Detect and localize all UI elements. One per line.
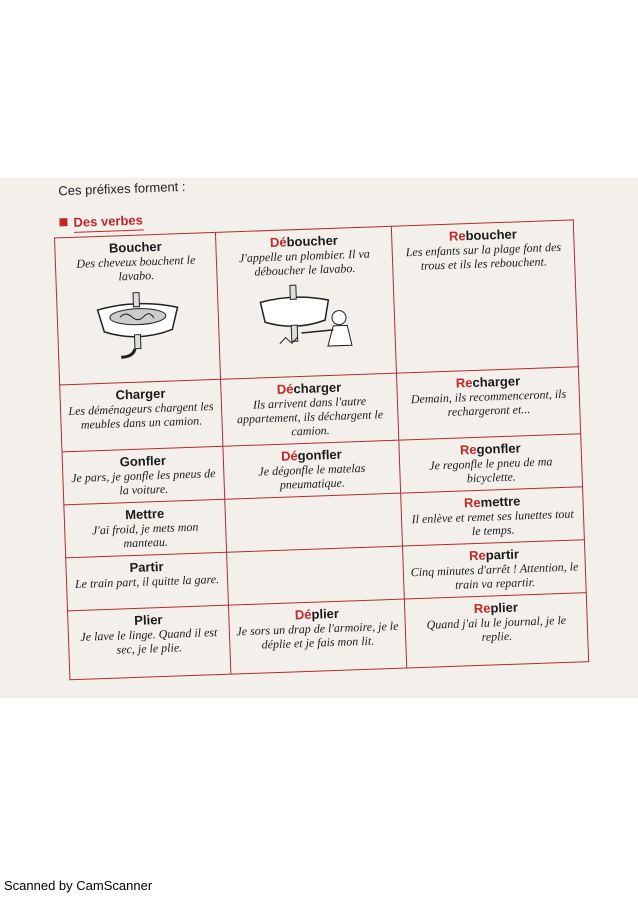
example-sentence: Je dégonfle le matelas pneumatique. [258,460,366,492]
verb-root: plier [311,605,340,622]
verb-label: Partir [129,558,164,576]
example-sentence: Demain, ils recommenceront, ils rechargeront et... [410,386,567,419]
prefix-re: Re [459,441,477,458]
table-cell-base [55,232,221,385]
prefix-de: Dé [294,606,312,623]
prefix-re: Re [455,375,473,391]
example-sentence: Il enlève et remet ses lunettes tout le temps. [411,506,574,539]
prefix-de: Dé [280,448,298,464]
table-cell-de [220,373,399,446]
example-sentence: Des cheveux bouchent le lavabo. [76,252,196,284]
example-sentence: Les déménageurs chargent les meubles dans un camion. [68,399,214,432]
example-sentence: Je lave le linge. Quand il est sec, je le plie. [80,625,218,657]
example-sentence: Cinq minutes d'arrêt ! Attention, le train va repartir. [410,559,579,592]
table-row [55,220,579,385]
plumber-sink-illustration [253,279,360,357]
verb-root: plier [490,599,519,616]
table-cell-de [228,599,407,674]
verb-label: Charger [115,385,166,403]
example-sentence: Je regonfle le pneu de ma bicyclette. [429,454,553,486]
prefix-re: Re [463,494,481,511]
table-cell-re [401,487,584,546]
table-cell-re [403,540,586,599]
table-cell-base [64,499,227,558]
prefix-de: Dé [276,381,294,397]
example-sentence: Je pars, je gonfle les pneus de la voiture. [70,466,216,498]
section-heading [59,212,143,230]
prefix-re: Re [468,547,486,564]
verb-root: gonfler [476,440,521,457]
example-sentence: Quand j'ai lu le journal, je le replie. [426,612,567,644]
table-cell-base [62,446,225,505]
table-cell-re [392,220,579,373]
table-cell-base [60,379,223,452]
square-bullet-icon [59,218,67,226]
example-sentence: J'ai froid, je mets mon manteau. [91,519,199,551]
table-cell-empty [225,493,403,552]
section-underline [74,229,144,232]
example-sentence: Les enfants sur la plage font des trous et ils les rebouchent. [405,239,562,273]
table-cell-de [223,440,401,499]
prefix-de: Dé [269,234,287,251]
verb-root: boucher [286,232,339,250]
table-cell-re [405,593,589,668]
table-cell-base [68,605,231,680]
verb-root: charger [293,379,342,397]
table-cell-re [399,434,582,493]
verb-root: gonfler [297,446,342,464]
verb-label: Gonfler [119,452,167,470]
example-sentence: J'appelle un plombier. Il va déboucher le lavabo. [238,246,371,279]
verb-label: Boucher [108,238,162,256]
verb-root: boucher [465,226,518,244]
scanner-watermark: Scanned by CamScanner [4,878,153,893]
example-sentence: Je sors un drap de l'armoire, je le déplie et je fais mon lit. [236,618,399,652]
verb-prefix-table [54,219,589,680]
example-sentence: Le train part, il quitte la gare. [74,571,220,592]
verb-root: charger [472,373,521,391]
verb-root: partir [485,546,520,563]
textbook-page [40,160,617,679]
clogged-sink-illustration [89,285,188,362]
example-sentence: Ils arrivent dans l'autre appartement, ils déchargent le camion. [236,393,384,439]
prefix-re: Re [448,228,466,244]
section-title: Des verbes [73,212,144,230]
verb-label: Mettre [124,505,165,523]
table-cell-empty [226,546,404,605]
intro-text: Ces préfixes forment : [58,178,186,199]
table-cell-base [66,552,229,611]
prefix-re: Re [473,600,491,617]
table-cell-re [397,367,581,440]
table-cell-de [215,226,396,379]
verb-root: mettre [480,493,521,510]
verb-label: Plier [134,611,163,628]
